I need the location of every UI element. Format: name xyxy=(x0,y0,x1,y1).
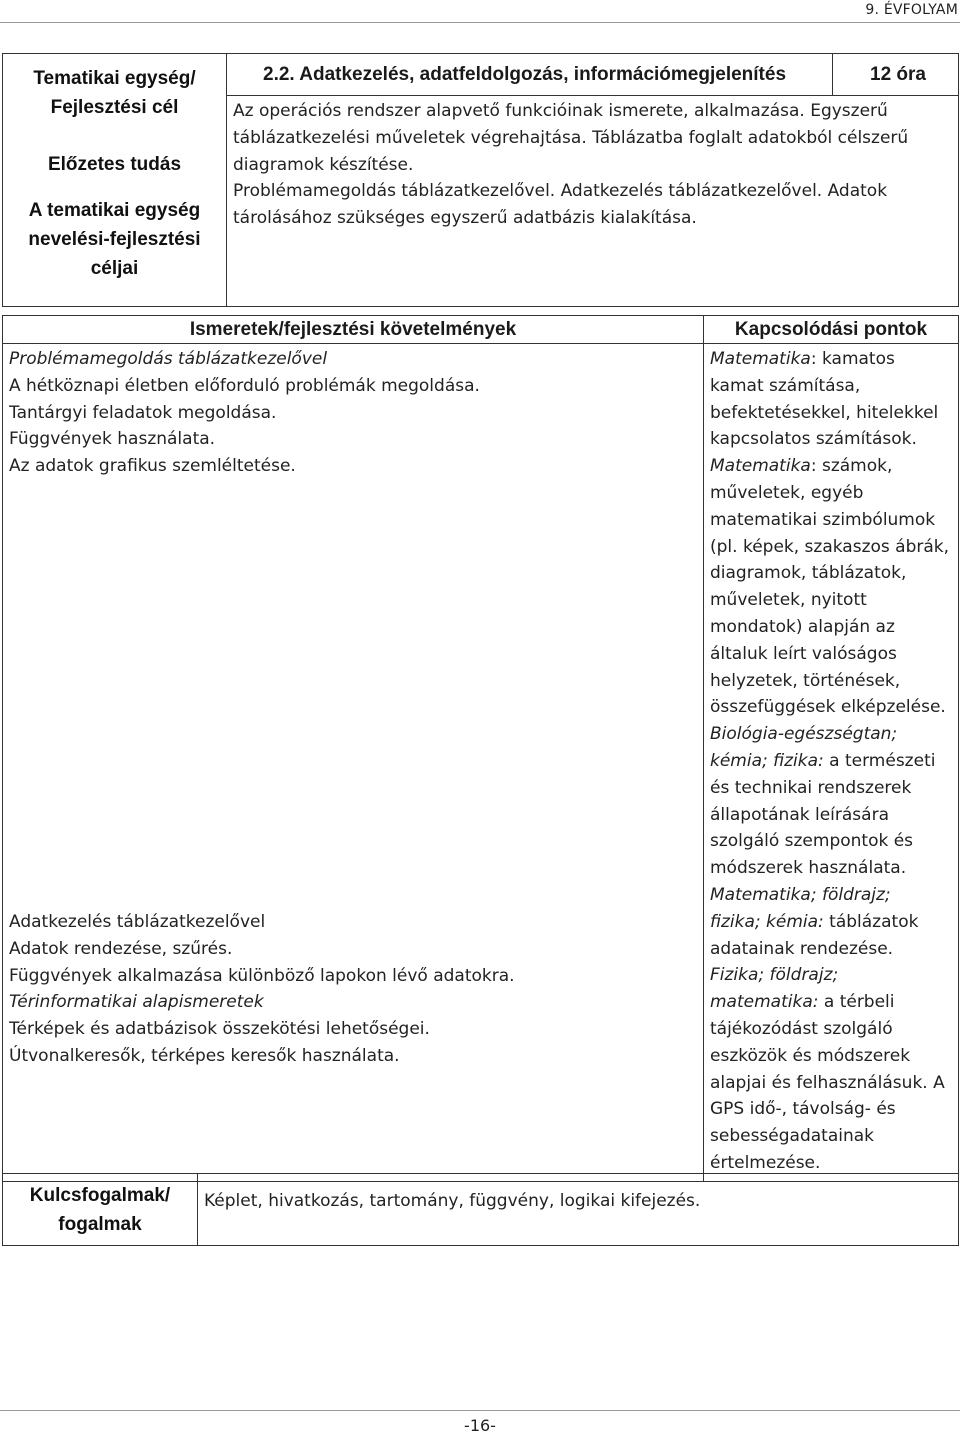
requirements-header: Ismeretek/fejlesztési követelmények xyxy=(189,318,517,340)
requirement-item: Tantárgyi feladatok megoldása. xyxy=(9,402,277,423)
connection-subject: Fizika; földrajz; matematika: xyxy=(710,965,839,1013)
connection-subject: Matematika xyxy=(710,456,811,477)
connection-subject: Matematika; földrajz; fizika; kémia: xyxy=(710,884,891,932)
prereq-label: Előzetes tudás xyxy=(47,154,182,175)
key-concepts-text: Képlet, hivatkozás, tartomány, függvény, logikai kifejezés. xyxy=(204,1191,701,1211)
requirements-header-cell xyxy=(3,316,704,344)
prereq-text: Az operációs rendszer alapvető funkcióinak ismerete, alkalmazása. Egyszerű táblázatkezelési műveletek végrehajtása. Táblázatba foglalt adatokból célszerű diagramok készítése. xyxy=(233,101,909,175)
requirement-item: Az adatok grafikus szemléltetése. xyxy=(9,456,296,477)
topic-title: 2.2. Adatkezelés, adatfeldolgozás, információmegjelenítés xyxy=(263,64,787,85)
hours-value: 12 óra xyxy=(870,63,926,85)
section-title-gis: Térinformatikai alapismeretek xyxy=(9,992,264,1013)
connections-list xyxy=(704,344,958,1177)
connection-text: : kamatos kamat számítása, befektetésekkel, hitelekkel kapcsolatos számítások. xyxy=(710,349,939,450)
goals-cell xyxy=(227,178,959,306)
header-rule xyxy=(0,22,960,23)
section-title-problem-solving: Problémamegoldás táblázatkezelővel xyxy=(9,349,328,369)
connection-subject: Matematika xyxy=(710,349,811,369)
requirement-item: Függvények alkalmazása különböző lapokon lévő adatokra. xyxy=(9,965,515,986)
requirement-item: Függvények használata. xyxy=(9,429,216,450)
key-concepts-label-cell xyxy=(3,1174,198,1246)
topic-labels-cell xyxy=(3,54,227,307)
topic-table xyxy=(2,53,959,307)
requirements-table xyxy=(2,315,959,1182)
connection-text: : számok, műveletek, egyéb matematikai szimbólumok (pl. képek, szakaszos ábrák, diagramok, táblázatok, műveletek, nyitott mondatok) alapján az általuk leírt valóságos helyzetek, történések, összefüggések elképzelése. xyxy=(710,456,950,718)
connection-text: a térbeli tájékozódást szolgáló eszközök és módszerek alapjai és felhasználásuk. A GPS idő-, távolság- és sebességadatainak értelmezése. xyxy=(710,992,945,1173)
prereq-cell xyxy=(227,96,959,179)
key-concepts-table xyxy=(2,1173,959,1246)
section-title-data-handling: Adatkezelés táblázatkezelővel xyxy=(9,912,266,932)
requirement-item: Adatok rendezése, szűrés. xyxy=(9,938,233,959)
requirement-item: Útvonalkeresők, térképes keresők használata. xyxy=(9,1045,400,1066)
connections-header-cell xyxy=(704,316,959,344)
connection-text: a természeti és technikai rendszerek állapotának leírására szolgáló szempontok és módszerek használata. xyxy=(710,750,936,879)
grade-label: 9. ÉVFOLYAM xyxy=(865,2,958,18)
goals-label: A tematikai egység nevelési-fejlesztési céljai xyxy=(28,200,201,279)
key-concepts-label: Kulcsfogalmak/ fogalmak xyxy=(29,1184,171,1235)
connection-text: táblázatok adatainak rendezése. xyxy=(710,911,919,959)
requirement-item: A hétköznapi életben előforduló problémák megoldása. xyxy=(9,375,480,396)
topic-title-cell xyxy=(227,54,833,96)
hours-cell xyxy=(833,54,959,96)
connections-content-cell xyxy=(704,344,959,1182)
page-number: -16- xyxy=(464,1416,496,1435)
connections-header: Kapcsolódási pontok xyxy=(734,318,928,340)
goals-text: Problémamegoldás táblázatkezelővel. Adatkezelés táblázatkezelővel. Adatok tárolásához szükséges egyszerű adatbázis kialakítása. xyxy=(233,181,888,229)
key-concepts-text-cell xyxy=(198,1174,959,1246)
requirement-item: Térképek és adatbázisok összekötési lehetőségei. xyxy=(9,1019,430,1040)
topic-label: Tematikai egység/ Fejlesztési cél xyxy=(33,68,196,118)
requirements-content-cell xyxy=(3,344,704,1182)
footer-rule xyxy=(0,1410,960,1411)
connection-subject: Biológia-egészségtan; kémia; fizika: xyxy=(710,724,898,771)
